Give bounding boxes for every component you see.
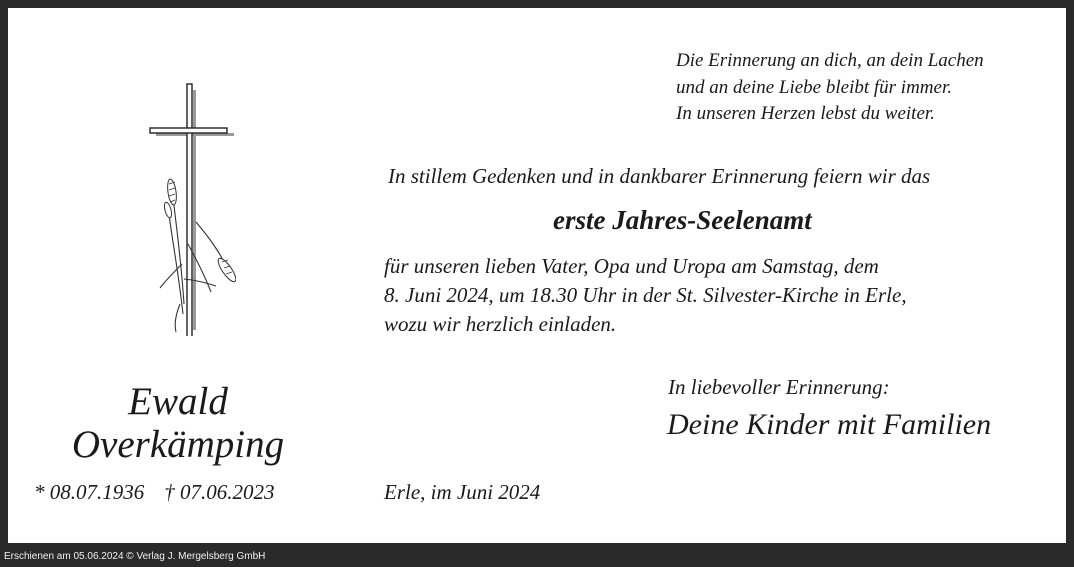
memorial-quote xyxy=(676,48,984,128)
quote-line: und an deine Liebe bleibt für immer. xyxy=(676,76,952,98)
body-line: 8. Juni 2024, um 18.30 Uhr in der St. Silvester-Kirche in Erle, xyxy=(384,283,907,307)
deceased-name xyxy=(38,380,318,466)
death-date: † 07.06.2023 xyxy=(164,480,275,504)
body-line: wozu wir herzlich einladen. xyxy=(384,312,617,336)
quote-line: In unseren Herzen lebst du weiter. xyxy=(676,103,935,124)
deceased-last-name: Overkämping xyxy=(71,423,285,466)
life-dates xyxy=(34,480,275,505)
announcement-body xyxy=(384,252,907,339)
announcement-headline: erste Jahres-Seelenamt xyxy=(553,205,812,235)
cross-with-wheat-icon xyxy=(136,74,236,336)
obituary-card xyxy=(8,8,1066,543)
deceased-first-name: Ewald xyxy=(128,380,228,423)
quote-line: Die Erinnerung an dich, an dein Lachen xyxy=(676,50,984,71)
closing-label: In liebevoller Erinnerung: xyxy=(668,375,890,399)
publication-footer: Erschienen am 05.06.2024 © Verlag J. Mergelsberg GmbH xyxy=(4,551,266,562)
place-and-date: Erle, im Juni 2024 xyxy=(384,480,541,504)
birth-date: * 08.07.1936 xyxy=(34,480,145,504)
announcement-intro: In stillem Gedenken und in dankbarer Erinnerung feiern wir das xyxy=(388,164,931,188)
family-signature: Deine Kinder mit Familien xyxy=(667,408,992,441)
body-line: für unseren lieben Vater, Opa und Uropa am Samstag, dem xyxy=(384,254,879,278)
